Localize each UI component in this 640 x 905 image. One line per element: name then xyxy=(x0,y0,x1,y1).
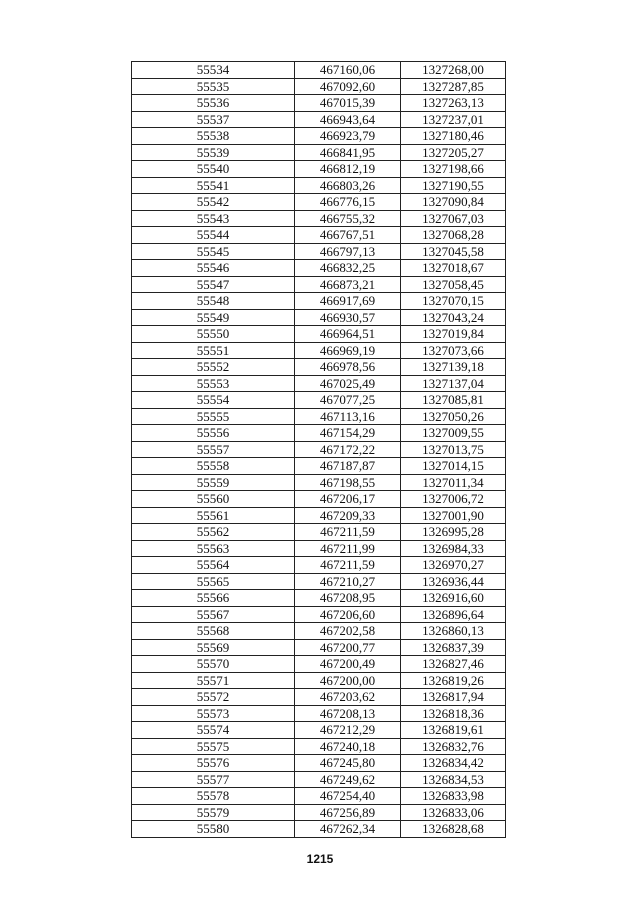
y-coordinate-cell: 1327268,00 xyxy=(401,62,506,79)
point-number-cell: 55565 xyxy=(132,573,295,590)
x-coordinate-cell: 467209,33 xyxy=(295,507,401,524)
x-coordinate-cell: 467208,13 xyxy=(295,705,401,722)
table-row xyxy=(132,144,506,161)
table-row xyxy=(132,474,506,491)
table-row xyxy=(132,326,506,343)
x-coordinate-cell: 467200,77 xyxy=(295,639,401,656)
point-number-cell: 55569 xyxy=(132,639,295,656)
x-coordinate-cell: 466969,19 xyxy=(295,342,401,359)
y-coordinate-cell: 1327043,24 xyxy=(401,309,506,326)
point-number-cell: 55577 xyxy=(132,771,295,788)
table-row xyxy=(132,425,506,442)
table-row xyxy=(132,128,506,145)
point-number-cell: 55579 xyxy=(132,804,295,821)
y-coordinate-cell: 1327014,15 xyxy=(401,458,506,475)
x-coordinate-cell: 466767,51 xyxy=(295,227,401,244)
table-row xyxy=(132,342,506,359)
table-row xyxy=(132,62,506,79)
point-number-cell: 55555 xyxy=(132,408,295,425)
y-coordinate-cell: 1326832,76 xyxy=(401,738,506,755)
point-number-cell: 55560 xyxy=(132,491,295,508)
x-coordinate-cell: 467206,60 xyxy=(295,606,401,623)
table-row xyxy=(132,507,506,524)
point-number-cell: 55552 xyxy=(132,359,295,376)
x-coordinate-cell: 467025,49 xyxy=(295,375,401,392)
point-number-cell: 55558 xyxy=(132,458,295,475)
table-row xyxy=(132,359,506,376)
table-row xyxy=(132,771,506,788)
table-row xyxy=(132,194,506,211)
y-coordinate-cell: 1326916,60 xyxy=(401,590,506,607)
y-coordinate-cell: 1326984,33 xyxy=(401,540,506,557)
point-number-cell: 55557 xyxy=(132,441,295,458)
table-row xyxy=(132,260,506,277)
x-coordinate-cell: 467200,00 xyxy=(295,672,401,689)
y-coordinate-cell: 1327198,66 xyxy=(401,161,506,178)
table-row xyxy=(132,243,506,260)
point-number-cell: 55576 xyxy=(132,755,295,772)
table-row xyxy=(132,276,506,293)
x-coordinate-cell: 466841,95 xyxy=(295,144,401,161)
point-number-cell: 55550 xyxy=(132,326,295,343)
y-coordinate-cell: 1327263,13 xyxy=(401,95,506,112)
x-coordinate-cell: 467202,58 xyxy=(295,623,401,640)
point-number-cell: 55568 xyxy=(132,623,295,640)
x-coordinate-cell: 466923,79 xyxy=(295,128,401,145)
point-number-cell: 55559 xyxy=(132,474,295,491)
point-number-cell: 55567 xyxy=(132,606,295,623)
table-row xyxy=(132,161,506,178)
x-coordinate-cell: 467212,29 xyxy=(295,722,401,739)
y-coordinate-cell: 1327067,03 xyxy=(401,210,506,227)
x-coordinate-cell: 466978,56 xyxy=(295,359,401,376)
x-coordinate-cell: 466797,13 xyxy=(295,243,401,260)
table-row xyxy=(132,210,506,227)
x-coordinate-cell: 467206,17 xyxy=(295,491,401,508)
point-number-cell: 55541 xyxy=(132,177,295,194)
x-coordinate-cell: 467198,55 xyxy=(295,474,401,491)
x-coordinate-cell: 467211,59 xyxy=(295,557,401,574)
x-coordinate-cell: 467249,62 xyxy=(295,771,401,788)
y-coordinate-cell: 1326827,46 xyxy=(401,656,506,673)
table-row xyxy=(132,573,506,590)
y-coordinate-cell: 1326818,36 xyxy=(401,705,506,722)
y-coordinate-cell: 1327045,58 xyxy=(401,243,506,260)
y-coordinate-cell: 1327137,04 xyxy=(401,375,506,392)
y-coordinate-cell: 1327180,46 xyxy=(401,128,506,145)
point-number-cell: 55547 xyxy=(132,276,295,293)
x-coordinate-cell: 466964,51 xyxy=(295,326,401,343)
x-coordinate-cell: 467211,99 xyxy=(295,540,401,557)
y-coordinate-cell: 1327013,75 xyxy=(401,441,506,458)
point-number-cell: 55556 xyxy=(132,425,295,442)
x-coordinate-cell: 466803,26 xyxy=(295,177,401,194)
table-row xyxy=(132,78,506,95)
point-number-cell: 55538 xyxy=(132,128,295,145)
table-row xyxy=(132,441,506,458)
y-coordinate-cell: 1327058,45 xyxy=(401,276,506,293)
point-number-cell: 55539 xyxy=(132,144,295,161)
coordinates-table-body xyxy=(132,62,506,838)
point-number-cell: 55566 xyxy=(132,590,295,607)
table-row xyxy=(132,392,506,409)
x-coordinate-cell: 467077,25 xyxy=(295,392,401,409)
x-coordinate-cell: 467200,49 xyxy=(295,656,401,673)
y-coordinate-cell: 1326995,28 xyxy=(401,524,506,541)
x-coordinate-cell: 467256,89 xyxy=(295,804,401,821)
point-number-cell: 55564 xyxy=(132,557,295,574)
x-coordinate-cell: 467254,40 xyxy=(295,788,401,805)
table-row xyxy=(132,705,506,722)
y-coordinate-cell: 1326936,44 xyxy=(401,573,506,590)
point-number-cell: 55553 xyxy=(132,375,295,392)
point-number-cell: 55554 xyxy=(132,392,295,409)
y-coordinate-cell: 1327190,55 xyxy=(401,177,506,194)
x-coordinate-cell: 467211,59 xyxy=(295,524,401,541)
y-coordinate-cell: 1327287,85 xyxy=(401,78,506,95)
x-coordinate-cell: 466832,25 xyxy=(295,260,401,277)
table-row xyxy=(132,95,506,112)
y-coordinate-cell: 1327073,66 xyxy=(401,342,506,359)
x-coordinate-cell: 467245,80 xyxy=(295,755,401,772)
y-coordinate-cell: 1327068,28 xyxy=(401,227,506,244)
table-row xyxy=(132,755,506,772)
point-number-cell: 55546 xyxy=(132,260,295,277)
y-coordinate-cell: 1327009,55 xyxy=(401,425,506,442)
x-coordinate-cell: 467154,29 xyxy=(295,425,401,442)
x-coordinate-cell: 467208,95 xyxy=(295,590,401,607)
y-coordinate-cell: 1326833,06 xyxy=(401,804,506,821)
x-coordinate-cell: 466930,57 xyxy=(295,309,401,326)
table-row xyxy=(132,656,506,673)
table-row xyxy=(132,177,506,194)
point-number-cell: 55578 xyxy=(132,788,295,805)
x-coordinate-cell: 467015,39 xyxy=(295,95,401,112)
table-row xyxy=(132,689,506,706)
point-number-cell: 55545 xyxy=(132,243,295,260)
table-row xyxy=(132,408,506,425)
y-coordinate-cell: 1326819,61 xyxy=(401,722,506,739)
x-coordinate-cell: 467113,16 xyxy=(295,408,401,425)
table-row xyxy=(132,491,506,508)
x-coordinate-cell: 467240,18 xyxy=(295,738,401,755)
y-coordinate-cell: 1327085,81 xyxy=(401,392,506,409)
table-row xyxy=(132,821,506,838)
y-coordinate-cell: 1326860,13 xyxy=(401,623,506,640)
point-number-cell: 55549 xyxy=(132,309,295,326)
y-coordinate-cell: 1327139,18 xyxy=(401,359,506,376)
table-row xyxy=(132,738,506,755)
table-row xyxy=(132,309,506,326)
point-number-cell: 55543 xyxy=(132,210,295,227)
x-coordinate-cell: 467172,22 xyxy=(295,441,401,458)
x-coordinate-cell: 467262,34 xyxy=(295,821,401,838)
y-coordinate-cell: 1327090,84 xyxy=(401,194,506,211)
y-coordinate-cell: 1327237,01 xyxy=(401,111,506,128)
point-number-cell: 55540 xyxy=(132,161,295,178)
table-row xyxy=(132,804,506,821)
point-number-cell: 55551 xyxy=(132,342,295,359)
point-number-cell: 55534 xyxy=(132,62,295,79)
table-row xyxy=(132,111,506,128)
table-row xyxy=(132,557,506,574)
y-coordinate-cell: 1327050,26 xyxy=(401,408,506,425)
x-coordinate-cell: 466943,64 xyxy=(295,111,401,128)
x-coordinate-cell: 466776,15 xyxy=(295,194,401,211)
table-row xyxy=(132,722,506,739)
point-number-cell: 55544 xyxy=(132,227,295,244)
point-number-cell: 55537 xyxy=(132,111,295,128)
x-coordinate-cell: 467092,60 xyxy=(295,78,401,95)
y-coordinate-cell: 1327006,72 xyxy=(401,491,506,508)
y-coordinate-cell: 1327018,67 xyxy=(401,260,506,277)
x-coordinate-cell: 467187,87 xyxy=(295,458,401,475)
y-coordinate-cell: 1326828,68 xyxy=(401,821,506,838)
y-coordinate-cell: 1326834,53 xyxy=(401,771,506,788)
point-number-cell: 55573 xyxy=(132,705,295,722)
point-number-cell: 55580 xyxy=(132,821,295,838)
table-row xyxy=(132,293,506,310)
y-coordinate-cell: 1327205,27 xyxy=(401,144,506,161)
point-number-cell: 55561 xyxy=(132,507,295,524)
table-row xyxy=(132,540,506,557)
y-coordinate-cell: 1327011,34 xyxy=(401,474,506,491)
table-row xyxy=(132,524,506,541)
y-coordinate-cell: 1326896,64 xyxy=(401,606,506,623)
y-coordinate-cell: 1326970,27 xyxy=(401,557,506,574)
page-number: 1215 xyxy=(306,852,334,866)
point-number-cell: 55574 xyxy=(132,722,295,739)
point-number-cell: 55571 xyxy=(132,672,295,689)
x-coordinate-cell: 466873,21 xyxy=(295,276,401,293)
table-row xyxy=(132,672,506,689)
y-coordinate-cell: 1326833,98 xyxy=(401,788,506,805)
x-coordinate-cell: 466755,32 xyxy=(295,210,401,227)
table-row xyxy=(132,606,506,623)
point-number-cell: 55542 xyxy=(132,194,295,211)
y-coordinate-cell: 1327001,90 xyxy=(401,507,506,524)
x-coordinate-cell: 466917,69 xyxy=(295,293,401,310)
x-coordinate-cell: 467210,27 xyxy=(295,573,401,590)
table-row xyxy=(132,623,506,640)
x-coordinate-cell: 467203,62 xyxy=(295,689,401,706)
point-number-cell: 55536 xyxy=(132,95,295,112)
point-number-cell: 55563 xyxy=(132,540,295,557)
point-number-cell: 55575 xyxy=(132,738,295,755)
table-row xyxy=(132,590,506,607)
table-row xyxy=(132,227,506,244)
point-number-cell: 55570 xyxy=(132,656,295,673)
y-coordinate-cell: 1326819,26 xyxy=(401,672,506,689)
table-row xyxy=(132,375,506,392)
table-row xyxy=(132,639,506,656)
coordinates-table xyxy=(131,61,506,838)
x-coordinate-cell: 467160,06 xyxy=(295,62,401,79)
x-coordinate-cell: 466812,19 xyxy=(295,161,401,178)
y-coordinate-cell: 1326817,94 xyxy=(401,689,506,706)
point-number-cell: 55562 xyxy=(132,524,295,541)
y-coordinate-cell: 1326837,39 xyxy=(401,639,506,656)
table-row xyxy=(132,458,506,475)
point-number-cell: 55535 xyxy=(132,78,295,95)
table-row xyxy=(132,788,506,805)
y-coordinate-cell: 1327019,84 xyxy=(401,326,506,343)
y-coordinate-cell: 1326834,42 xyxy=(401,755,506,772)
point-number-cell: 55548 xyxy=(132,293,295,310)
y-coordinate-cell: 1327070,15 xyxy=(401,293,506,310)
point-number-cell: 55572 xyxy=(132,689,295,706)
